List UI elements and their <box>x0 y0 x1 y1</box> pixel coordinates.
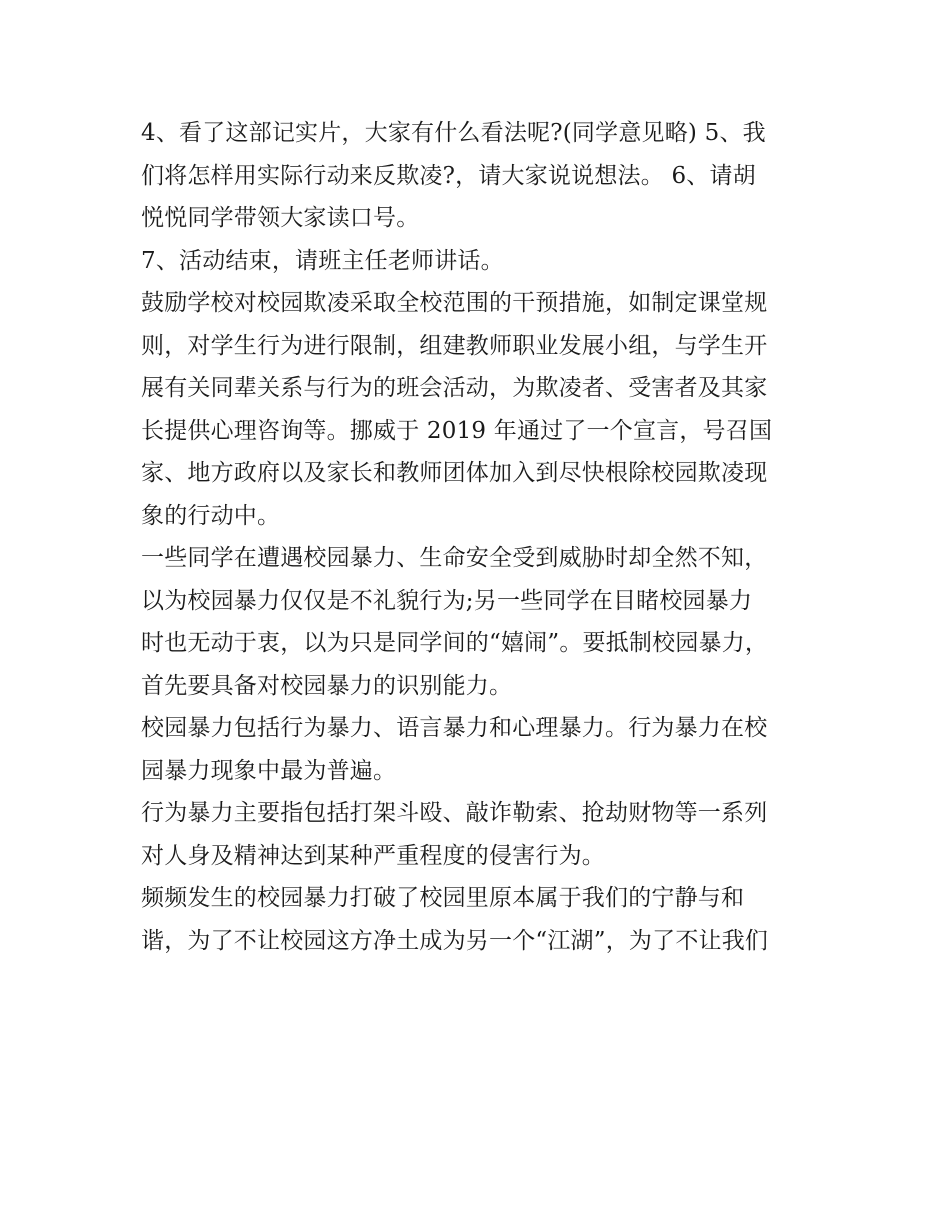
text-line: 一些同学在遭遇校园暴力、生命安全受到威胁时却全然不知， <box>141 545 768 571</box>
text-line: 7、活动结束，请班主任老师讲话。 <box>141 247 504 274</box>
text-line: 行为暴力主要指包括打架斗殴、敲诈勒索、抢劫财物等一系列 <box>141 800 768 826</box>
text-line: 首先要具备对校园暴力的识别能力。 <box>141 672 513 699</box>
text-line: 谐，为了不让校园这方净土成为另一个“江湖”，为了不让我们 <box>141 927 769 954</box>
text-line: 园暴力现象中最为普遍。 <box>141 757 397 784</box>
text-line: 们将怎样用实际行动来反欺凌?，请大家说说想法。 6、请胡 <box>141 162 756 189</box>
text-line: 校园暴力包括行为暴力、语言暴力和心理暴力。行为暴力在校 <box>141 715 768 741</box>
document-body <box>141 112 821 962</box>
text-line: 展有关同辈关系与行为的班会活动，为欺凌者、受害者及其家 <box>141 375 768 401</box>
text-line: 频频发生的校园暴力打破了校园里原本属于我们的宁静与和 <box>141 885 745 911</box>
text-line: 长提供心理咨询等。挪威于 2019 年通过了一个宣言，号召国 <box>141 417 773 444</box>
text-line: 鼓励学校对校园欺凌采取全校范围的干预措施，如制定课堂规 <box>141 290 768 316</box>
text-line: 象的行动中。 <box>141 502 281 529</box>
text-line: 对人身及精神达到某种严重程度的侵害行为。 <box>141 842 605 869</box>
text-line: 时也无动于衷，以为只是同学间的“嬉闹”。要抵制校园暴力， <box>141 630 769 656</box>
text-line: 家、地方政府以及家长和教师团体加入到尽快根除校园欺凌现 <box>141 460 768 486</box>
text-line: 以为校园暴力仅仅是不礼貌行为;另一些同学在目睹校园暴力 <box>141 587 753 614</box>
text-line: 则，对学生行为进行限制，组建教师职业发展小组，与学生开 <box>141 332 768 359</box>
text-line: 悦悦同学带领大家读口号。 <box>141 205 420 231</box>
text-line: 4、看了这部记实片，大家有什么看法呢?(同学意见略) 5、我 <box>141 120 766 146</box>
